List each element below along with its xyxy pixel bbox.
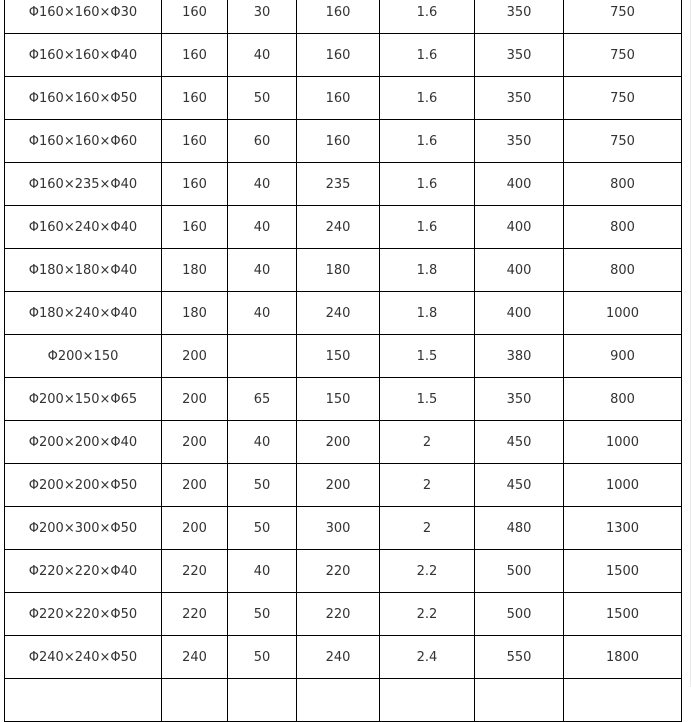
spec-cell: Φ200×150 [5, 335, 162, 378]
value-cell: 50 [228, 593, 297, 636]
value-cell: 150 [297, 335, 380, 378]
value-cell: 1.5 [380, 335, 475, 378]
value-cell: 60 [228, 120, 297, 163]
value-cell: 400 [475, 163, 564, 206]
spec-cell: Φ200×150×Φ65 [5, 378, 162, 421]
value-cell: 1000 [564, 464, 682, 507]
table-row [5, 507, 682, 550]
value-cell: 200 [162, 335, 228, 378]
spec-cell: Φ180×180×Φ40 [5, 249, 162, 292]
value-cell: 65 [228, 378, 297, 421]
value-cell [297, 679, 380, 722]
value-cell: 1.8 [380, 249, 475, 292]
value-cell: 350 [475, 378, 564, 421]
value-cell: 750 [564, 120, 682, 163]
value-cell: 40 [228, 421, 297, 464]
value-cell: 40 [228, 550, 297, 593]
value-cell: 1.6 [380, 0, 475, 34]
table-row [5, 636, 682, 679]
value-cell: 2.4 [380, 636, 475, 679]
value-cell: 350 [475, 120, 564, 163]
table-row [5, 163, 682, 206]
value-cell: 200 [162, 464, 228, 507]
value-cell: 50 [228, 77, 297, 120]
table-row [5, 464, 682, 507]
value-cell: 200 [297, 464, 380, 507]
value-cell: 300 [297, 507, 380, 550]
value-cell: 2 [380, 421, 475, 464]
spec-cell: Φ160×160×Φ40 [5, 34, 162, 77]
value-cell: 400 [475, 292, 564, 335]
spec-cell: Φ240×240×Φ50 [5, 636, 162, 679]
spec-cell: Φ200×300×Φ50 [5, 507, 162, 550]
table-row [5, 292, 682, 335]
value-cell: 50 [228, 636, 297, 679]
value-cell [162, 679, 228, 722]
value-cell: 550 [475, 636, 564, 679]
value-cell: 220 [162, 593, 228, 636]
value-cell: 160 [162, 120, 228, 163]
value-cell: 1500 [564, 593, 682, 636]
value-cell: 240 [297, 206, 380, 249]
value-cell: 180 [162, 292, 228, 335]
value-cell: 1.5 [380, 378, 475, 421]
table-row [5, 34, 682, 77]
value-cell: 160 [162, 34, 228, 77]
spec-table [4, 0, 682, 722]
table-row [5, 335, 682, 378]
spec-cell: Φ220×220×Φ40 [5, 550, 162, 593]
value-cell: 160 [297, 77, 380, 120]
table-row [5, 593, 682, 636]
value-cell: 180 [162, 249, 228, 292]
value-cell: 480 [475, 507, 564, 550]
value-cell: 220 [162, 550, 228, 593]
value-cell: 450 [475, 464, 564, 507]
value-cell: 50 [228, 507, 297, 550]
table-row [5, 77, 682, 120]
value-cell: 800 [564, 163, 682, 206]
value-cell: 380 [475, 335, 564, 378]
table-row [5, 206, 682, 249]
value-cell: 2 [380, 507, 475, 550]
value-cell: 500 [475, 550, 564, 593]
value-cell: 40 [228, 292, 297, 335]
spec-table-body [5, 0, 682, 722]
value-cell: 160 [297, 0, 380, 34]
value-cell: 150 [297, 378, 380, 421]
table-row [5, 378, 682, 421]
value-cell [475, 679, 564, 722]
value-cell: 160 [162, 163, 228, 206]
value-cell: 200 [162, 378, 228, 421]
value-cell: 235 [297, 163, 380, 206]
value-cell: 350 [475, 77, 564, 120]
value-cell: 40 [228, 34, 297, 77]
value-cell: 50 [228, 464, 297, 507]
value-cell: 750 [564, 77, 682, 120]
value-cell: 40 [228, 206, 297, 249]
value-cell: 400 [475, 249, 564, 292]
table-row [5, 679, 682, 722]
spec-cell: Φ200×200×Φ40 [5, 421, 162, 464]
value-cell: 750 [564, 34, 682, 77]
value-cell: 1.6 [380, 120, 475, 163]
value-cell: 1800 [564, 636, 682, 679]
value-cell: 800 [564, 249, 682, 292]
value-cell: 240 [297, 292, 380, 335]
value-cell: 350 [475, 34, 564, 77]
value-cell: 40 [228, 163, 297, 206]
value-cell: 1.8 [380, 292, 475, 335]
spec-cell: Φ160×160×Φ30 [5, 0, 162, 34]
value-cell: 1000 [564, 421, 682, 464]
table-row [5, 421, 682, 464]
value-cell: 350 [475, 0, 564, 34]
value-cell: 400 [475, 206, 564, 249]
value-cell: 900 [564, 335, 682, 378]
value-cell: 1300 [564, 507, 682, 550]
value-cell [380, 679, 475, 722]
value-cell: 160 [162, 0, 228, 34]
value-cell: 1000 [564, 292, 682, 335]
value-cell: 500 [475, 593, 564, 636]
value-cell: 220 [297, 550, 380, 593]
value-cell: 160 [297, 120, 380, 163]
value-cell: 160 [297, 34, 380, 77]
spec-cell: Φ160×160×Φ50 [5, 77, 162, 120]
value-cell: 200 [297, 421, 380, 464]
spec-cell: Φ200×200×Φ50 [5, 464, 162, 507]
value-cell: 2 [380, 464, 475, 507]
value-cell: 200 [162, 507, 228, 550]
value-cell: 240 [162, 636, 228, 679]
table-row [5, 249, 682, 292]
table-row [5, 0, 682, 34]
spec-cell: Φ160×235×Φ40 [5, 163, 162, 206]
spec-cell: Φ160×160×Φ60 [5, 120, 162, 163]
value-cell [228, 679, 297, 722]
value-cell: 200 [162, 421, 228, 464]
value-cell: 40 [228, 249, 297, 292]
table-row [5, 120, 682, 163]
value-cell: 160 [162, 206, 228, 249]
value-cell: 160 [162, 77, 228, 120]
value-cell: 1.6 [380, 77, 475, 120]
value-cell: 220 [297, 593, 380, 636]
spec-cell: Φ160×240×Φ40 [5, 206, 162, 249]
value-cell: 240 [297, 636, 380, 679]
value-cell: 1.6 [380, 206, 475, 249]
value-cell: 800 [564, 378, 682, 421]
value-cell: 30 [228, 0, 297, 34]
value-cell: 2.2 [380, 550, 475, 593]
spec-cell: Φ220×220×Φ50 [5, 593, 162, 636]
value-cell: 2.2 [380, 593, 475, 636]
value-cell [564, 679, 682, 722]
value-cell [228, 335, 297, 378]
value-cell: 1500 [564, 550, 682, 593]
value-cell: 450 [475, 421, 564, 464]
value-cell: 1.6 [380, 163, 475, 206]
spec-cell: Φ180×240×Φ40 [5, 292, 162, 335]
value-cell: 750 [564, 0, 682, 34]
value-cell: 1.6 [380, 34, 475, 77]
value-cell: 800 [564, 206, 682, 249]
value-cell: 180 [297, 249, 380, 292]
spec-table-container [4, 0, 682, 722]
spec-cell [5, 679, 162, 722]
table-row [5, 550, 682, 593]
